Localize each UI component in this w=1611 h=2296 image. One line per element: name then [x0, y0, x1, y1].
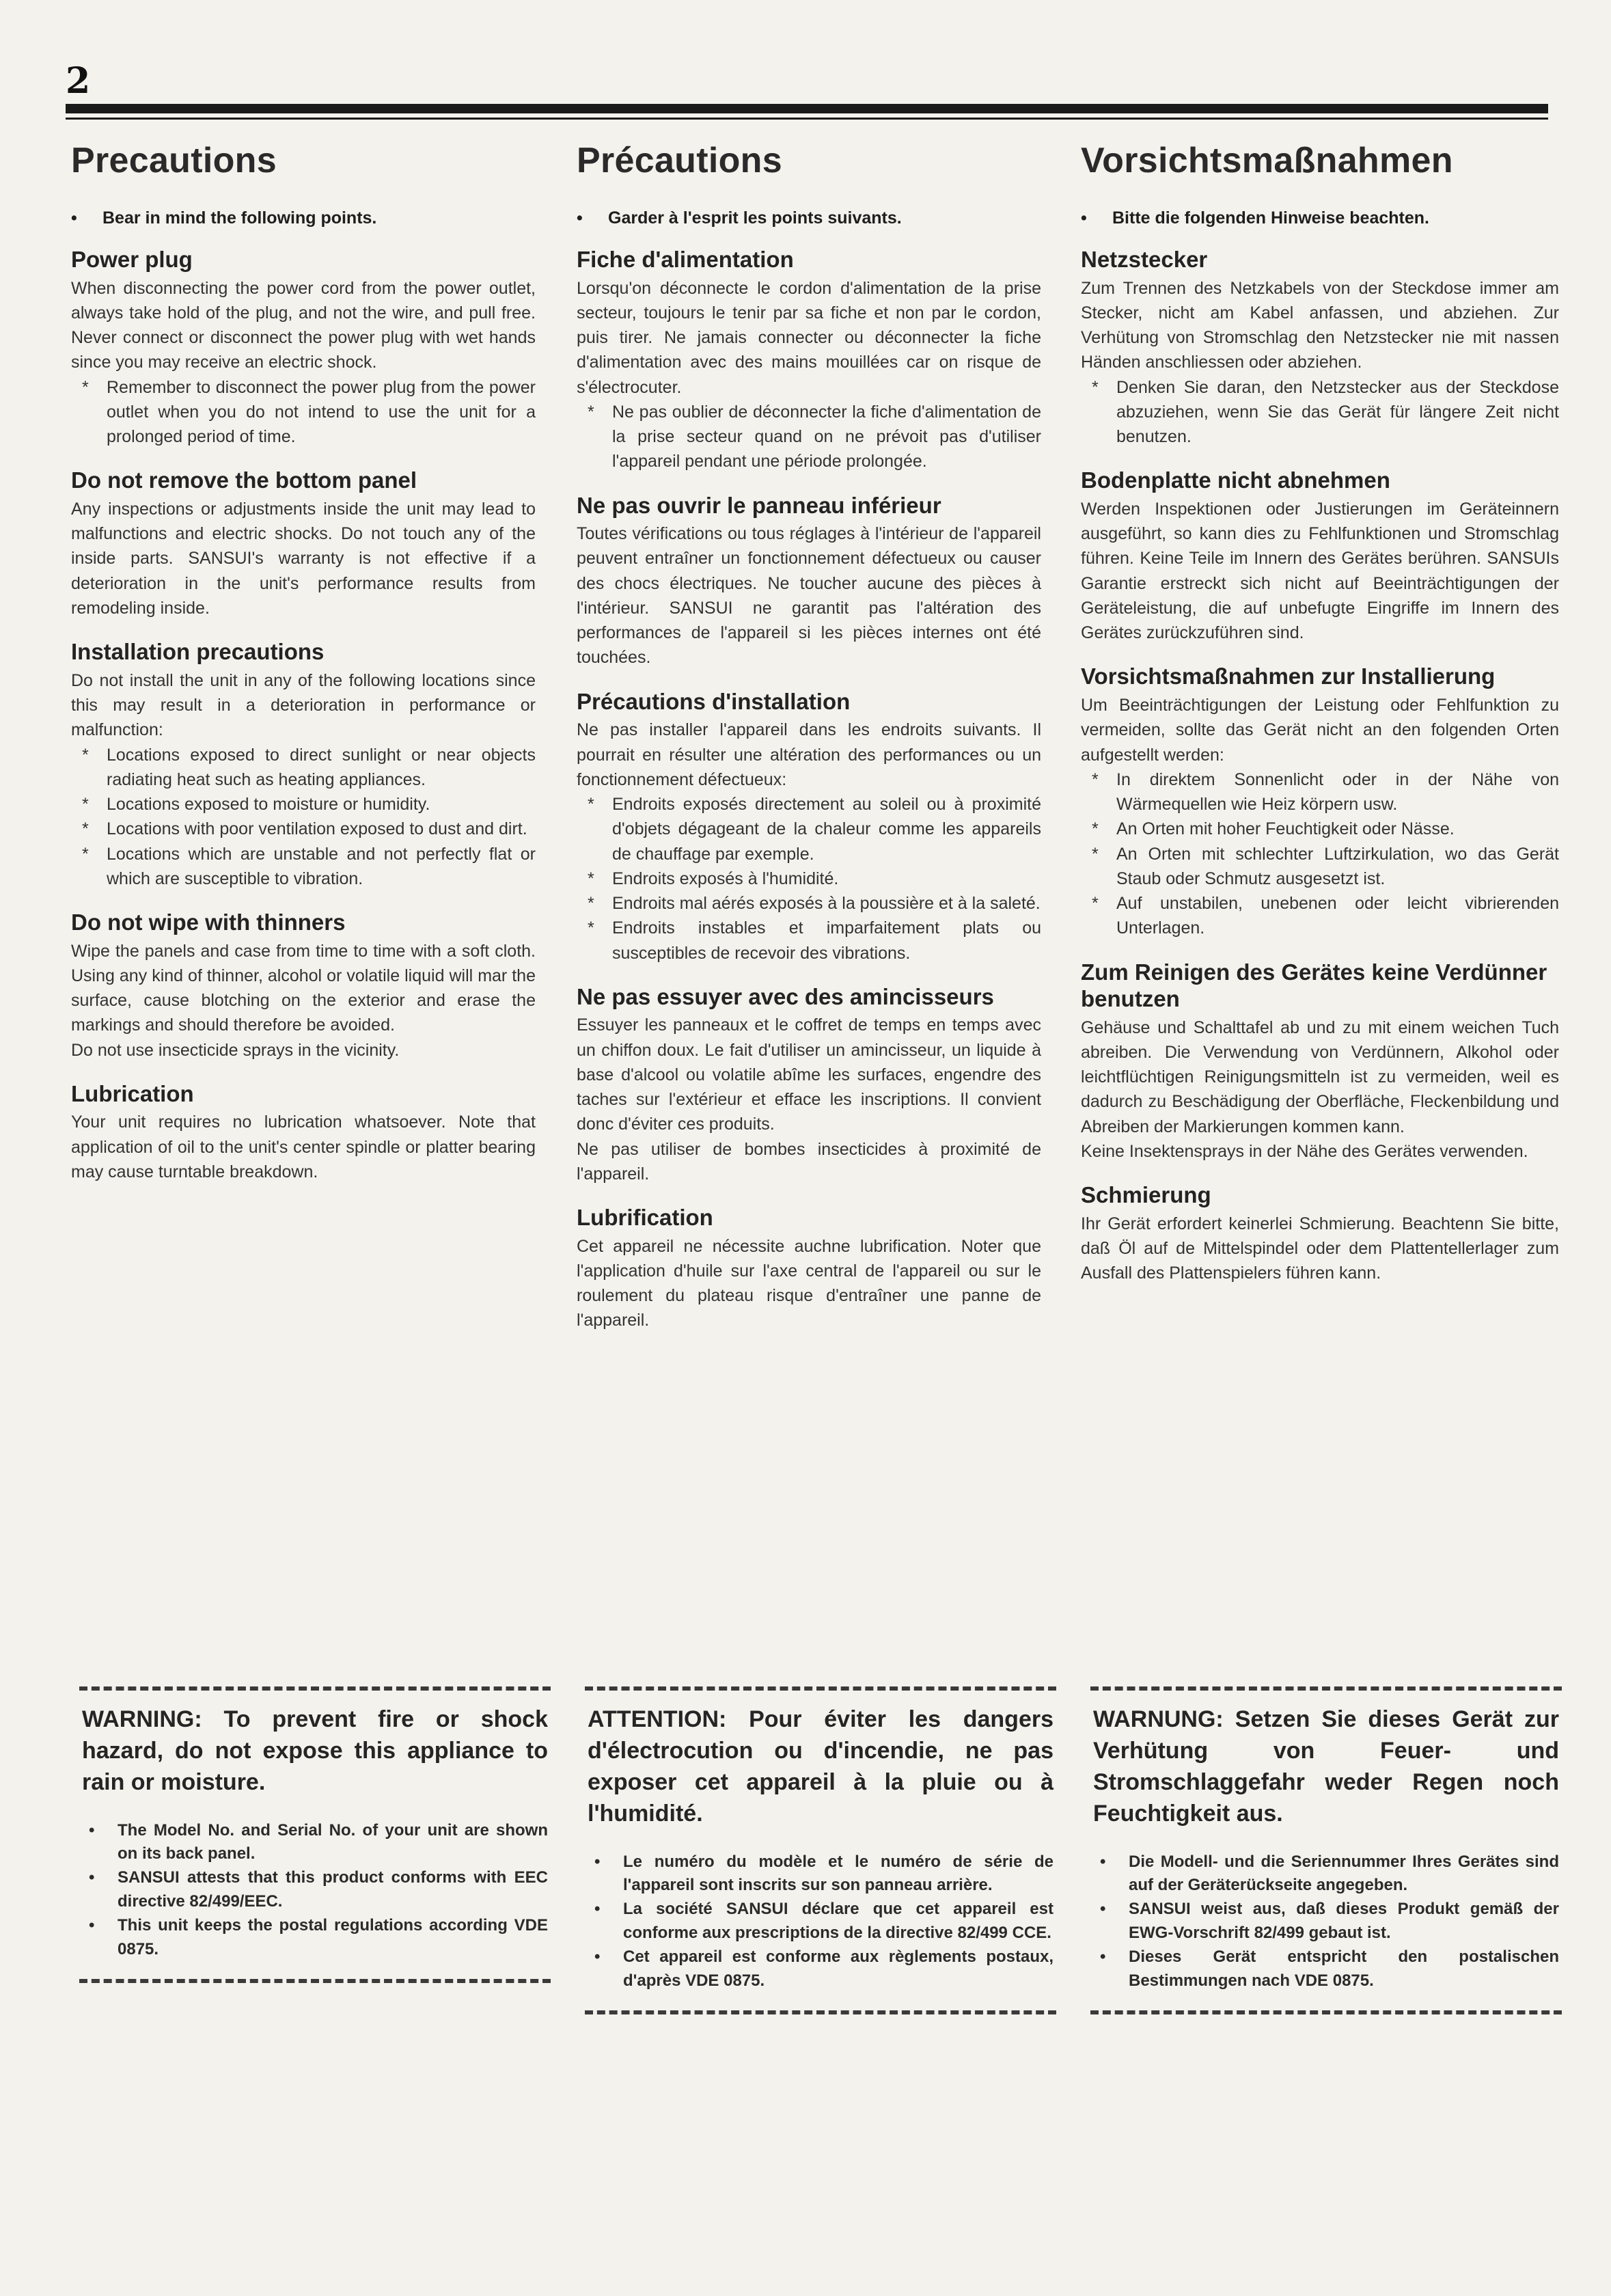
- section-paragraph: Wipe the panels and case from time to time with a soft cloth. Using any kind of thinner, alcohol or volatile liquid will mar the surface, cause blotching on the exterior and erase the markings and should therefore be avoided.: [71, 941, 536, 1035]
- section-paragraph: When disconnecting the power cord from the power outlet, always take hold of the plug, and not the wire, and pull free. Never connect or disconnect the power plug with wet hands since you may receive an electric shock.: [71, 278, 536, 372]
- warning-list: [1093, 1850, 1559, 1993]
- section-title: Zum Reinigen des Gerätes keine Verdünner benutzen: [1081, 959, 1547, 1012]
- precaution-section: [1081, 959, 1559, 1164]
- bullet-item: * Endroits mal aérés exposés à la poussière et à la saleté.: [577, 891, 1041, 916]
- section-title: Netzstecker: [1081, 247, 1208, 272]
- section-paragraph: Toutes vérifications ou tous réglages à l'intérieur de l'appareil peuvent entraîner un fonctionnement défectueux ou causer des chocs électriques. Ne toucher aucune des pièces à l'intérieur. SANSUI ne garantit pas l'altération des performances de l'appareil si les pièces internes ont été touchées.: [577, 524, 1041, 668]
- precaution-section: [577, 688, 1041, 966]
- section-paragraph: Werden Inspektionen oder Justierungen im Geräteinnern ausgeführt, so kann dies zu Fehlfunktionen und Stromschlag führen. Keine Teile im Innern des Gerätes berühren. SANSUIs Garantie erstreckt sich nicht auf Beeinträchtigungen der Geräteleistung, die auf unbefugte Eingriffe im Innern des Gerätes zurückzuführen sind.: [1081, 499, 1559, 643]
- section-paragraph: Ne pas installer l'appareil dans les endroits suivants. Il pourrait en résulter une altération des performances ou un fonctionnement défectueux:: [577, 720, 1041, 789]
- section-title: Bodenplatte nicht abnehmen: [1081, 467, 1390, 493]
- warning-item: • The Model No. and Serial No. of your unit are shown on its back panel.: [82, 1819, 548, 1867]
- section-title: Vorsichtsmaßnahmen zur Installierung: [1081, 664, 1496, 689]
- section-paragraph: Cet appareil ne nécessite auchne lubrification. Noter que l'application d'huile sur l'axe central de l'appareil ou sur le roulement du plateau risque d'entraîner une panne de l'appareil.: [577, 1236, 1041, 1330]
- bullet-list: [1081, 767, 1559, 941]
- bullet-list: [577, 792, 1041, 966]
- section-paragraph: Your unit requires no lubrication whatsoever. Note that application of oil to the unit's center spindle or platter bearing may cause turntable breakdown.: [71, 1112, 536, 1181]
- section-paragraph: Zum Trennen des Netzkabels von der Steckdose immer am Stecker, nicht am Kabel anfassen, und abziehen. Zur Verhütung von Stromschlag den Netzstecker nie mit nassen Händen anschliessen oder abziehen.: [1081, 278, 1559, 372]
- section-paragraph: Do not install the unit in any of the following locations since this may result in a deterioration in performance or malfunction:: [71, 670, 536, 740]
- warning-lead: WARNING:: [82, 1706, 202, 1732]
- precaution-section: [577, 492, 1041, 670]
- warning-text: Pour éviter les dangers d'électrocution ou d'incendie, ne pas exposer cet appareil à la pluie ou à l'humidité.: [588, 1706, 1054, 1827]
- warning-text: Setzen Sie dieses Gerät zur Verhütung von Feuer- und Stromschlaggefahr weder Regen noch Feuchtigkeit aus.: [1093, 1706, 1560, 1827]
- bullet-item: * An Orten mit schlechter Luftzirkulation, wo das Gerät Staub oder Schmutz ausgesetzt ist.: [1081, 842, 1559, 892]
- bullet-item: * In direktem Sonnenlicht oder in der Nähe von Wärmequellen wie Heiz körpern usw.: [1081, 767, 1559, 817]
- header-rule-thick: [66, 104, 1548, 113]
- bullet-item: * Endroits exposés à l'humidité.: [577, 866, 1041, 891]
- precaution-section: [71, 909, 536, 1063]
- warning-lead: WARNUNG:: [1093, 1706, 1224, 1732]
- column-title: Precautions: [71, 141, 277, 180]
- intro-note: • Garder à l'esprit les points suivants.: [577, 208, 1041, 228]
- section-title: Précautions d'installation: [577, 688, 851, 714]
- bullet-list: [577, 400, 1041, 474]
- warning-item: • Dieses Gerät entspricht den postalischen Bestimmungen nach VDE 0875.: [1093, 1945, 1559, 1993]
- section-paragraph: Do not use insecticide sprays in the vicinity.: [71, 1040, 400, 1060]
- section-title: Schmierung: [1081, 1182, 1211, 1208]
- precaution-section: [1081, 246, 1559, 449]
- warning-item: • SANSUI weist aus, daß dieses Produkt gemäß der EWG-Vorschrift 82/499 gebaut ist.: [1093, 1898, 1559, 1945]
- warning-box-german: [1090, 1686, 1562, 2014]
- section-paragraph: Um Beeinträchtigungen der Leistung oder Fehlfunktion zu vermeiden, sollte das Gerät nicht an den folgenden Orten aufgestellt werden:: [1081, 696, 1559, 765]
- bullet-item: * Endroits exposés directement au soleil ou à proximité d'objets dégageant de la chaleur comme les appareils de chauffage par exemple.: [577, 792, 1041, 866]
- section-paragraph: Essuyer les panneaux et le coffret de temps en temps avec un chiffon doux. Le fait d'utiliser un amincisseur, un liquide à base d'alcool ou volatile abîme les surfaces, engendre des taches sur l'extérieur et efface les inscriptions. Il convient donc d'éviter ces produits.: [577, 1015, 1041, 1134]
- section-paragraph: Ihr Gerät erfordert keinerlei Schmierung. Beachtenn Sie bitte, daß Öl auf de Mittelspindel oder dem Plattentellerlager zum Ausfall des Plattenspielers führen kann.: [1081, 1214, 1559, 1283]
- precaution-section: [71, 246, 536, 449]
- warning-item: • This unit keeps the postal regulations according VDE 0875.: [82, 1914, 548, 1962]
- precaution-section: [577, 246, 1041, 474]
- warning-item: • Le numéro du modèle et le numéro de série de l'appareil sont inscrits sur son panneau arrière.: [588, 1850, 1054, 1898]
- warning-heading: [82, 1704, 548, 1799]
- column-title: Précautions: [577, 141, 782, 180]
- warning-list: [82, 1819, 548, 1962]
- section-paragraph: Keine Insektensprays in der Nähe des Gerätes verwenden.: [1081, 1141, 1528, 1161]
- precaution-section: [577, 1204, 1041, 1333]
- section-paragraph: Ne pas utiliser de bombes insecticides à proximité de l'appareil.: [577, 1139, 1041, 1184]
- warning-item: • Die Modell- und die Seriennummer Ihres Gerätes sind auf der Geräterückseite angegeben.: [1093, 1850, 1559, 1898]
- bullet-item: * Locations exposed to moisture or humidity.: [71, 792, 536, 817]
- warning-item: • La société SANSUI déclare que cet appareil est conforme aux prescriptions de la directive 82/499 CCE.: [588, 1898, 1054, 1945]
- warning-item: • SANSUI attests that this product conforms with EEC directive 82/499/EEC.: [82, 1866, 548, 1914]
- bullet-item: * Endroits instables et imparfaitement plats ou susceptibles de recevoir des vibrations.: [577, 916, 1041, 966]
- bullet-list: [71, 375, 536, 450]
- column-title: Vorsichtsmaßnahmen: [1081, 141, 1453, 180]
- section-title: Do not wipe with thinners: [71, 910, 346, 935]
- section-title: Lubrification: [577, 1205, 713, 1231]
- warning-heading: [1093, 1704, 1559, 1830]
- intro-note: • Bitte die folgenden Hinweise beachten.: [1081, 208, 1559, 228]
- precaution-section: [577, 983, 1041, 1186]
- column-french: [577, 140, 1041, 1351]
- warning-heading: [588, 1704, 1054, 1830]
- section-title: Ne pas ouvrir le panneau inférieur: [577, 492, 941, 518]
- warning-lead: ATTENTION:: [588, 1706, 727, 1732]
- header-rule-thin: [66, 118, 1548, 120]
- warning-item: • Cet appareil est conforme aux règlements postaux, d'après VDE 0875.: [588, 1945, 1054, 1993]
- section-paragraph: Gehäuse und Schalttafel ab und zu mit einem weichen Tuch abreiben. Die Verwendung von Verdünnern, Alkohol oder leichtflüchtigen Reinigungsmitteln ist zu vermeiden, weil es dadurch zu Beschädigung der Oberfläche, Fleckenbildung und Abreiben der Markierungen kommen kann.: [1081, 1017, 1559, 1136]
- bullet-item: * An Orten mit hoher Feuchtigkeit oder Nässe.: [1081, 817, 1559, 841]
- warning-text: To prevent fire or shock hazard, do not expose this appliance to rain or moisture.: [82, 1706, 548, 1795]
- precaution-section: [71, 638, 536, 891]
- bullet-item: * Locations which are unstable and not perfectly flat or which are susceptible to vibration.: [71, 842, 536, 892]
- warning-box-french: [585, 1686, 1056, 2014]
- bullet-item: * Ne pas oublier de déconnecter la fiche d'alimentation de la prise secteur quand on ne prévoit pas d'utiliser l'appareil pendant une période prolongée.: [577, 400, 1041, 474]
- section-paragraph: Lorsqu'on déconnecte le cordon d'alimentation de la prise secteur, toujours le tenir par sa fiche et non par le cordon, puis tirer. Ne jamais connecter ou déconnecter la fiche d'alimentation avec des mains mouillées car on risque de s'électrocuter.: [577, 278, 1041, 397]
- bullet-list: [71, 743, 536, 892]
- precaution-section: [71, 1080, 536, 1184]
- bullet-item: * Remember to disconnect the power plug from the power outlet when you do not intend to use the unit for a prolonged period of time.: [71, 375, 536, 450]
- precaution-section: [1081, 467, 1559, 645]
- precaution-section: [71, 467, 536, 620]
- section-title: Fiche d'alimentation: [577, 247, 794, 272]
- bullet-item: * Locations exposed to direct sunlight or near objects radiating heat such as heating appliances.: [71, 743, 536, 793]
- bullet-item: * Denken Sie daran, den Netzstecker aus der Steckdose abzuziehen, wenn Sie das Gerät für längere Zeit nicht benutzen.: [1081, 375, 1559, 450]
- section-title: Lubrication: [71, 1080, 194, 1106]
- precaution-section: [1081, 663, 1559, 940]
- warning-box-english: [79, 1686, 551, 1983]
- warning-list: [588, 1850, 1054, 1993]
- precaution-section: [1081, 1181, 1559, 1285]
- section-title: Ne pas essuyer avec des amincisseurs: [577, 983, 994, 1009]
- page-number: 2: [66, 60, 91, 102]
- section-title: Power plug: [71, 247, 193, 272]
- intro-note: • Bear in mind the following points.: [71, 208, 536, 228]
- section-title: Do not remove the bottom panel: [71, 467, 417, 493]
- bullet-item: * Locations with poor ventilation exposed to dust and dirt.: [71, 817, 536, 841]
- column-english: [71, 140, 536, 1202]
- column-german: [1081, 140, 1559, 1304]
- section-title: Installation precautions: [71, 639, 325, 665]
- section-paragraph: Any inspections or adjustments inside the unit may lead to malfunctions and electric shocks. Do not touch any of the inside parts. SANSUI's warranty is not effective if a deterioration in the unit's performance results from remodeling inside.: [71, 499, 536, 618]
- bullet-item: * Auf unstabilen, unebenen oder leicht vibrierenden Unterlagen.: [1081, 891, 1559, 941]
- bullet-list: [1081, 375, 1559, 450]
